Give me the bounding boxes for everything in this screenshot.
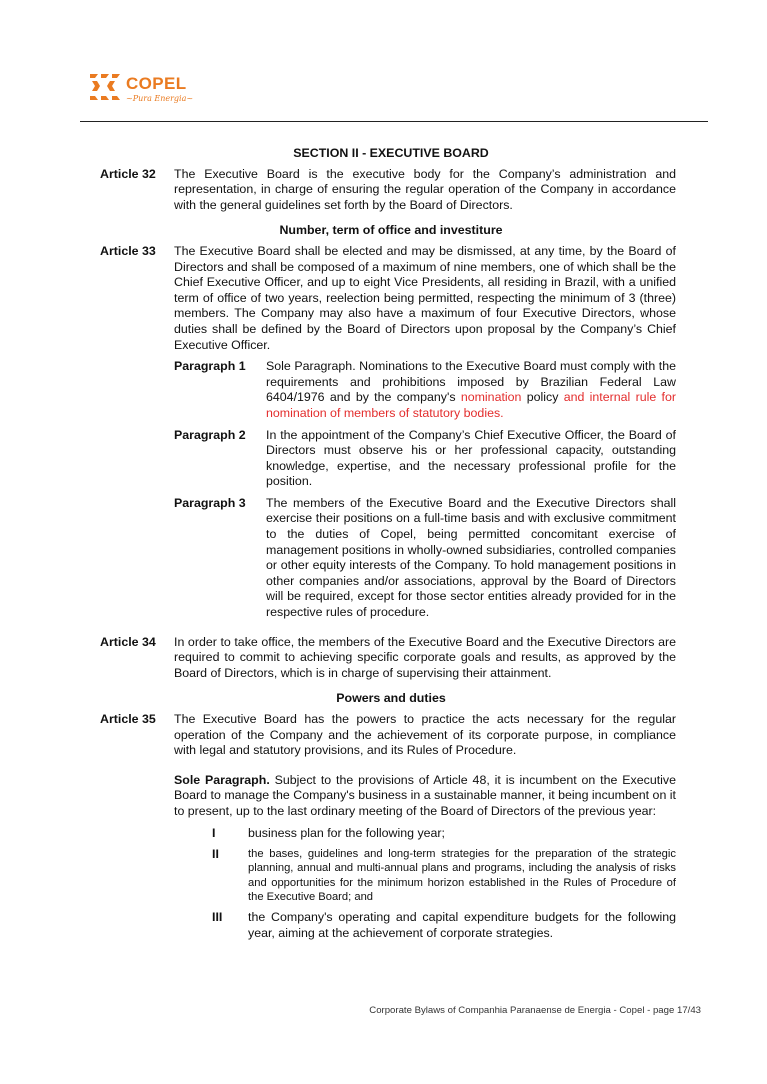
item-number: II <box>212 847 219 862</box>
subheading-powers: Powers and duties <box>336 691 446 706</box>
copel-logo <box>88 68 198 108</box>
subheading-term: Number, term of office and investiture <box>279 223 503 238</box>
article-text: The Executive Board has the powers to practice the acts necessary for the regular operation of the Company and the achievement of its corporate purpose, in compliance with legal and statutory provisions, and its Rules of Procedure. <box>174 712 676 758</box>
item-text: business plan for the following year; <box>248 825 445 840</box>
paragraph-2 <box>174 428 676 490</box>
amended-text: nomination <box>460 390 522 405</box>
sole-paragraph: Sole Paragraph. Subject to the provisions of Article 48, it is incumbent on the Executive Board to manage the Company's business in a sustainable manner, it being incumbent on it to present, up to the last ordinary meeting of the Board of Directors of the previous year: <box>174 772 676 818</box>
article-label: Article 32 <box>100 166 156 181</box>
article-label: Article 34 <box>100 634 156 649</box>
paragraph-text: In the appointment of the Company’s Chief Executive Officer, the Board of Directors must observe his or her professional capacity, outstanding knowledge, expertise, and the necessary professional profile for the position. <box>266 427 676 489</box>
copel-logo-mark-icon <box>88 72 122 104</box>
paragraph-text: Sole Paragraph. Nominations to the Executive Board must comply with the requirements and prohibitions imposed by Brazilian Federal Law 6404/1976 and by the company's nomination policy and internal rule for nomination of members of statutory bodies. <box>266 359 676 420</box>
article-label: Article 35 <box>100 712 156 726</box>
article-32 <box>100 167 676 214</box>
list-item <box>212 910 676 941</box>
paragraph-1 <box>174 359 676 421</box>
article-text: The Executive Board shall be elected and may be dismissed, at any time, by the Board of Directors and shall be composed of a maximum of nine members, one of which shall be the Chief Executive Officer, and up to eight Vice Presidents, all residing in Brazil, with a unified term of office of two years, reelection being permitted, respecting the minimum of 3 (three) members. The Company may also have a maximum of four Executive Directors, whose duties shall be defined by the Board of Directors upon proposal by the Company’s Chief Executive Officer. <box>174 243 676 352</box>
list-item <box>212 826 676 842</box>
article-label: Article 33 <box>100 243 156 258</box>
amended-text: and internal rule for nomination of members of statutory bodies. <box>266 390 676 420</box>
paragraph-text: The members of the Executive Board and the Executive Directors shall exercise their positions on a full-time basis and with exclusive commitment to the duties of Copel, being permitted concomitant exercise of management positions in wholly-owned subsidiaries, controlled companies or other equity interests of the Company. To hold management positions in other companies and/or associations, approval by the Board of Directors will be required, except for those sector entities already provided for in the respective rules of procedure. <box>266 495 676 620</box>
document-body <box>100 146 676 947</box>
section-title: SECTION II - EXECUTIVE BOARD <box>293 146 489 160</box>
article-35 <box>100 712 676 941</box>
article-34 <box>100 635 676 682</box>
item-text: the bases, guidelines and long-term strategies for the preparation of the strategic planning, annual and multi-annual plans and programs, including the analysis of risks and opportunities for the minimum horizon established in the Rules of Procedure of the Executive Board; and <box>248 848 676 903</box>
article-text: In order to take office, the members of the Executive Board and the Executive Directors are required to commit to achieving specific corporate goals and results, as approved by the Board of Directors, which is in charge of supervising their attainment. <box>174 634 676 680</box>
article-33 <box>100 244 676 621</box>
header-divider <box>80 121 708 122</box>
paragraph-3 <box>174 496 676 621</box>
sole-paragraph-label: Sole Paragraph. <box>174 772 270 787</box>
item-text: the Company's operating and capital expenditure budgets for the following year, aiming at the achievement of corporate strategies. <box>248 909 676 940</box>
article-text: The Executive Board is the executive body for the Company’s administration and representation, in charge of ensuring the regular operation of the Company in accordance with the general guidelines set forth by the Board of Directors. <box>174 166 676 212</box>
paragraph-label: Paragraph 3 <box>174 495 246 510</box>
paragraph-label: Paragraph 2 <box>174 427 246 442</box>
item-number: III <box>212 909 223 924</box>
page-footer: Corporate Bylaws of Companhia Paranaense de Energia - Copel - page 17/43 <box>369 1005 701 1016</box>
list-item <box>212 847 676 904</box>
logo-tagline: ~Pura Energia~ <box>126 94 194 103</box>
item-number: I <box>212 825 216 840</box>
paragraph-label: Paragraph 1 <box>174 359 246 374</box>
logo-brand-text: COPEL <box>126 74 187 93</box>
